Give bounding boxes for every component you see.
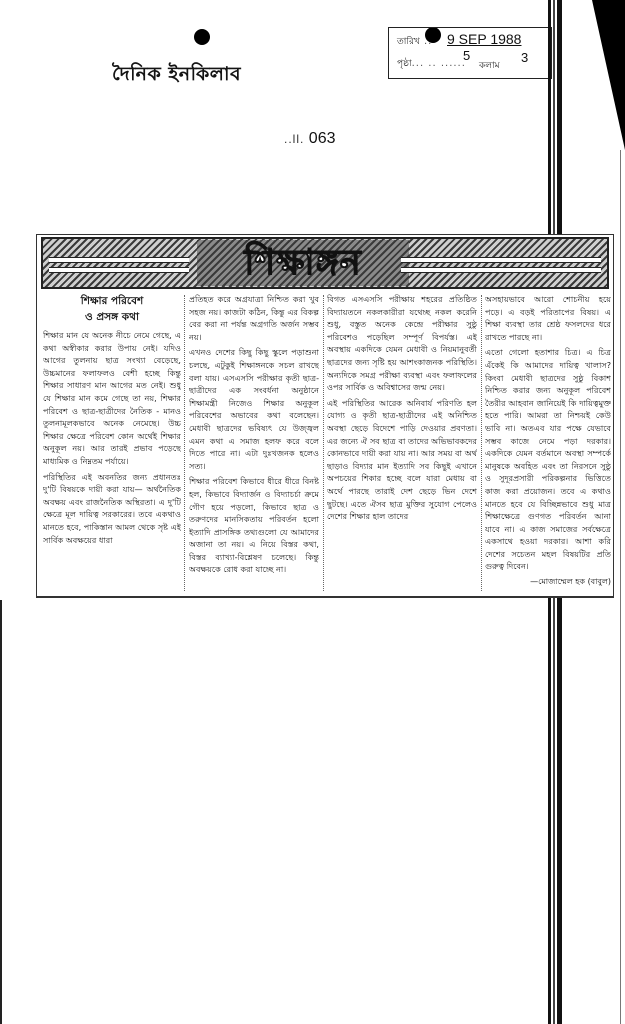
article-paragraph: পরিস্থিতির এই অবনতির জন্য প্রধানতঃ দু'টি বিষয়কে দায়ী করা যায়— অর্থনৈতিক অবক্ষয় এবং রাজনৈতিক অস্থিরতা। এ দু'টি ক্ষেত্রে মূল দায়িত্ব সরকারের। তবে একথাও মানতে হবে, পাকিস্তান আমল থেকে সৃষ্ট এই সার্বিক অবক্ষয়ের ধারা	[43, 471, 181, 545]
clipping-number-prefix: ..ll.	[284, 132, 305, 146]
newspaper-clipping	[36, 234, 614, 598]
punch-hole	[194, 29, 210, 45]
headline-line: শিক্ষার পরিবেশ	[80, 295, 144, 307]
column-label: কলাম	[479, 61, 500, 71]
article-paragraph: শিক্ষার পরিবেশ কিভাবে ধীরে ধীরে বিনষ্ট হল, কিভাবে বিদ্যার্জন ও বিদ্যাচর্চা ক্রমে গৌণ হয়ে পড়লো, কিভাবে ছাত্র ও তরুণদের মানসিকতায় পরিবর্তন হলো ইত্যাদি প্রাসঙ্গিক তথ্যগুলো যে আমাদের অজানা তা নয়। এ নিয়ে বিস্তর কথা, বিস্তর ব্যাখ্যা-বিশ্লেষণ চলেছে। কিন্তু অবক্ষয়কে রোধ করা যাচ্ছে না।	[189, 476, 319, 575]
article-column-4	[485, 293, 611, 593]
article-column-2	[189, 293, 319, 593]
article-headline	[43, 293, 181, 325]
page-edge	[620, 150, 621, 1024]
banner-stripe	[401, 257, 601, 263]
date-row	[397, 31, 547, 49]
dotted-leader: ... .. ......	[411, 58, 466, 69]
page-label: পৃষ্ঠা	[397, 59, 412, 69]
article-paragraph: এই পরিস্থিতির আরেক অনিবার্য পরিণতি হল যোগ্য ও কৃতী ছাত্র-ছাত্রীদের এই অনিশ্চিত অবস্থা ছেড়ে বিদেশে পাড়ি দেওয়ার প্রবণতা। এর জন্যে ঐ সব ছাত্র বা তাদের অভিভাবকদের কোনভাবে দায়ী করা যায় না। আর সময় বা অর্থ ছাড়াও বিদ্যার মান ইত্যাদি সব কিছুই এখানে অপচয়ের শিকার হচ্ছে বলে যারা মেধায় বা অর্থে পারছে তারাই দেশ ছেড়ে ভিন দেশে ছুটছে। এতে ঐসব ছাত্র মুক্তির সুযোগ পেলেও দেশের শিক্ষার হাল তাদের	[327, 397, 477, 522]
article-paragraph: প্রতিহত করে অগ্রযাত্রা নিশ্চিত করা খুব সহজ নয়। কাজটা কঠিন, কিন্তু এর বিকল্প বের করা না পর্যন্ত অগ্রগতি অর্জন সম্ভব নয়।	[189, 294, 319, 342]
section-title: শিক্ষাঙ্গন	[197, 240, 409, 286]
page-edge	[0, 600, 2, 1024]
date-value: 9 SEP 1988	[447, 31, 522, 47]
article-paragraph: এখনও দেশের কিছু কিছু স্কুলে পড়াশুনা চলছে, এটুকুই শিক্ষাঙ্গনকে সচল রাখছে বলা যায়। এসএসসি পরীক্ষার কৃতী ছাত্র-ছাত্রীদের এক সংবর্ধনা অনুষ্ঠানে শিক্ষামন্ত্রী নিজেও শিক্ষার অনুকূল পরিবেশের অভাবের কথা বলেছেন। মেধাবী ছাত্রদের ভবিষ্যৎ যে উজ্জ্বল এমন কথা এ সমাজ হলফ করে বলে দিতে পারে না। এটা দুঃখজনক হলেও সত্য।	[189, 347, 319, 471]
section-banner	[41, 237, 609, 289]
scan-edge-shadow	[592, 0, 625, 150]
article-paragraph: বিগত এসএসসি পরীক্ষায় শহরের প্রতিষ্ঠিত বিদ্যায়তনে নকলকারীরা যথেচ্ছ নকল করেনি শুধু, বস্তুত অনেক কেন্দ্রে পরীক্ষার সুষ্ঠু পরিবেশও পড়েছিল সম্পূর্ণ বিপর্যস্ত। এই অবস্থায় একদিকে যেমন মেধাবী ও নিয়মানুবর্তী ছাত্রদের জন্য সৃষ্টি হয় আশংকাজনক পরিস্থিতি। অন্যদিকে সমগ্র পরীক্ষা ব্যবস্থা এবং ফলাফলের ওপর সার্বিক ও অবিশ্বাসের জন্ম নেয়।	[327, 294, 477, 393]
clipping-number-value: 063	[308, 130, 336, 147]
page-column-row	[397, 48, 547, 71]
column-value: 3	[521, 50, 529, 65]
banner-stripe	[49, 267, 189, 273]
newspaper-masthead: দৈনিক ইনকিলাব	[112, 63, 242, 85]
column-divider	[184, 295, 185, 591]
article-column-1	[43, 293, 181, 593]
article-byline: —মোজাম্মেল হক (বাবুল)	[530, 577, 611, 587]
date-label: তারিখ	[397, 37, 420, 47]
article-body	[39, 293, 611, 593]
page-value: 5	[463, 48, 471, 63]
date-stamp	[388, 27, 552, 79]
column-divider	[481, 295, 482, 591]
article-paragraph: শিক্ষার মান যে অনেক নীচে নেমে গেছে, এ কথা অস্বীকার করার উপায় নেই। যদিও আগের তুলনায় ছাত্র সংখ্যা বেড়েছে, উচ্চমানের ফলাফলও বেশী হচ্ছে কিন্তু শিক্ষার সাধারণ মান আগের মত নেই। শুধু যে শিক্ষার মান কমে গেছে তা নয়, শিক্ষার পরিবেশ ও ছাত্র-ছাত্রীদের নৈতিক - মানও তুলনামূলকভাবে অনেক নেমেছে। উচ্চ শিক্ষার ক্ষেত্রে পরিবেশ কোন অর্থেই শিক্ষার অনুকূল নয়। আর তারই প্রভাব পড়েছে মাধ্যমিক ও নিম্নতম পর্যায়ে।	[43, 330, 181, 466]
article-column-3	[327, 293, 477, 593]
banner-stripe	[401, 267, 601, 273]
headline-line: ও প্রসঙ্গ কথা	[85, 311, 139, 323]
clipping-bottom-rule	[37, 596, 613, 598]
column-divider	[323, 295, 324, 591]
clipping-number	[284, 130, 336, 148]
banner-stripe	[49, 257, 189, 263]
article-paragraph: অসহায়ভাবে আরো শোচনীয় হয়ে পড়ে। এ বড়ই পরিতাপের বিষয়। এ শিক্ষা ব্যবস্থা তার শ্রেষ্ঠ ফসলদের ধরে রাখতে পারছে না।	[485, 294, 611, 342]
dotted-leader: ..	[419, 36, 433, 47]
article-paragraph: এতো গেলো হতাশার চিত্র। এ চিত্র এঁকেই কি আমাদের দায়িত্ব খালাস? কিংবা মেধাবী ছাত্রদের সুষ্ঠু বিকাশ নিশ্চিত করার জন্য অনুকূল পরিবেশ তৈরীর আহবান জানিয়েই কি দায়িত্বমুক্ত হতে পারি। আমরা তা নিশ্চয়ই কেউ ভাবি না। অতএব যার পক্ষে যেভাবে সম্ভব কাজে নেমে পড়া দরকার। একদিকে যেমন বর্তমানে অবস্থা সম্পর্কে মানুষকে অবহিত এবং তা নিরসনে সুষ্ঠু ও সুদূরপ্রসারী পরিকল্পনার ভিত্তিতে কাজ করা প্রয়োজন। তবে এ কথাও মানতে হবে যে বিচ্ছিন্নভাবে শুধু মাত্র শিক্ষাক্ষেত্রে গুণগত পরিবর্তন আনা যাবে না। এ কাজ সমাজের সর্বক্ষেত্রে একসাথে হওয়া দরকার। আশা করি দেশের সচেতন মহল বিষয়টির প্রতি গুরুত্ব দিবেন।	[485, 347, 611, 572]
